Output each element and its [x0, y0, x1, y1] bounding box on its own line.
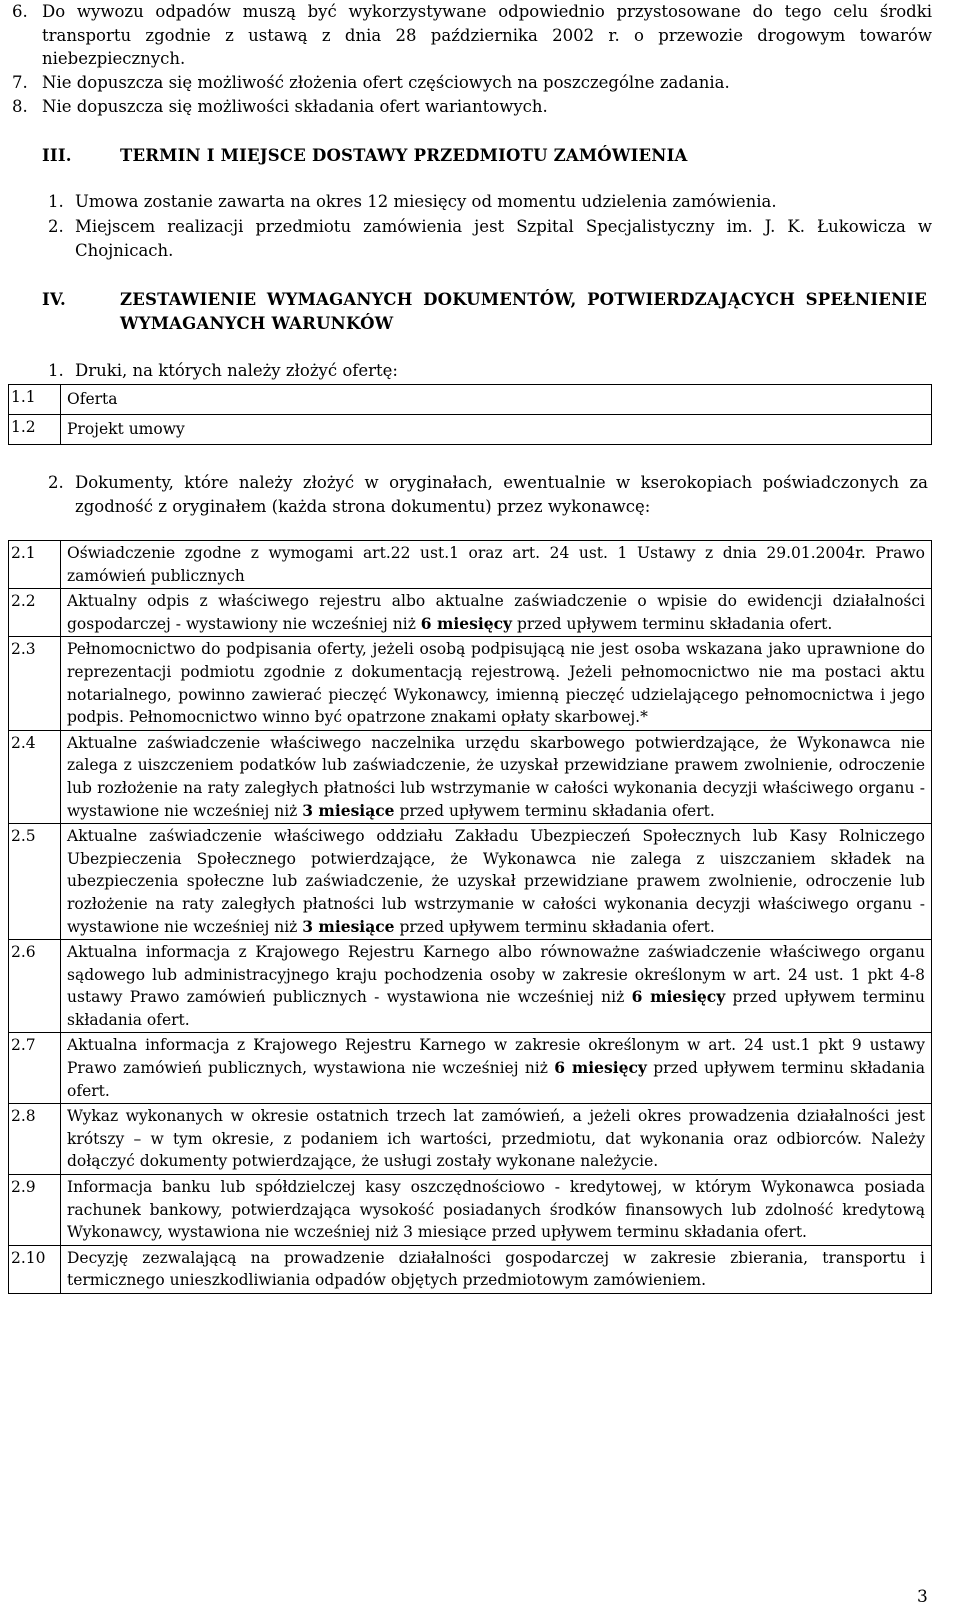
section-title: TERMIN I MIEJSCE DOSTAWY PRZEDMIOTU ZAMÓWIENIA: [120, 146, 688, 165]
row-number: 2.9: [9, 1175, 61, 1246]
text-run: Informacja banku lub spółdzielczej kasy oszczędnościowo - kredytowej, w którym Wykonawca posiada rachunek bankowy, potwierdzająca wysokość posiadanych środków finansowych lub zdolność kredytową Wykonawcy, wystawiona nie wcześniej niż 3 miesiące przed upływem terminu składania ofert.: [67, 1178, 925, 1242]
row-text: [61, 730, 932, 823]
section3-item-1: [48, 190, 932, 214]
intro-item-6: [12, 0, 932, 71]
table-row: [9, 541, 932, 589]
table-row: [9, 1104, 932, 1175]
bold-deadline: 3 miesiące: [302, 800, 395, 820]
text-run: Aktualne zaświadczenie właściwego naczelnika urzędu skarbowego potwierdzające, że Wykonawca nie zalega z uiszczeniem podatków lub zaświadczenie, że uzyskał przewidziane prawem zwolnienie, odroczenie lub rozłożenie na raty zaległych płatności lub wstrzymanie w całości wykonania decyzji właściwego organu - wystawione nie wcześniej niż: [67, 733, 925, 820]
text-run: Pełnomocnictwo do podpisania oferty, jeżeli osobą podpisującą nie jest osoba wskazana jako uprawnione do reprezentacji podmiotu zgodnie z dokumentacją rejestrową. Jeżeli pełnomocnictwo nie ma postaci aktu notarialnego, powinno zawierać pieczęć Wykonawcy, imienną pieczęć udzielającego pełnomocnictwa i jego podpis. Pełnomocnictwo winno być opatrzone znakami opłaty skarbowej.*: [67, 640, 925, 727]
item-number: 1.: [48, 361, 64, 380]
section3-item-2: [48, 215, 932, 262]
item-text: Do wywozu odpadów muszą być wykorzystywane odpowiednio przystosowane do tego celu środki transportu zgodnie z ustawą z dnia 28 października 2002 r. o przewozie drogowym towarów niebezpiecznych.: [42, 2, 932, 68]
bold-deadline: 6 miesięcy: [420, 613, 513, 633]
bold-deadline: 6 miesięcy: [631, 987, 726, 1007]
row-text: [61, 1245, 932, 1293]
table-row: [9, 385, 932, 415]
text-run: przed upływem terminu składania ofert.: [67, 988, 925, 1029]
table-row: [9, 730, 932, 823]
row-number: 2.5: [9, 824, 61, 940]
text-run: przed upływem terminu składania ofert.: [394, 801, 715, 820]
section4-sub-2: [48, 471, 928, 518]
table-row: [9, 1175, 932, 1246]
item-number: 1.: [48, 192, 64, 211]
row-number: 2.2: [9, 589, 61, 637]
section-heading-4: [42, 288, 927, 336]
row-number: 2.6: [9, 940, 61, 1033]
text-run: Aktualny odpis z właściwego rejestru albo aktualne zaświadczenie o wpisie do ewidencji działalności gospodarczej - wystawiony nie wcześniej niż: [67, 592, 925, 633]
item-number: 7.: [12, 73, 28, 92]
row-number: 2.10: [9, 1245, 61, 1293]
section-title: ZESTAWIENIE WYMAGANYCH DOKUMENTÓW, POTWIERDZAJĄCYCH SPEŁNIENIE WYMAGANYCH WARUNKÓW: [120, 290, 927, 333]
row-text: Oferta: [61, 385, 932, 415]
table-row: [9, 1245, 932, 1293]
item-number: 6.: [12, 2, 28, 21]
row-text: Projekt umowy: [61, 415, 932, 445]
bold-deadline: 3 miesiące: [302, 916, 395, 936]
item-text: Dokumenty, które należy złożyć w oryginałach, ewentualnie w kserokopiach poświadczonych za zgodność z oryginałem (każda strona dokumentu) przez wykonawcę:: [75, 473, 928, 516]
text-run: Aktualna informacja z Krajowego Rejestru Karnego w zakresie określonym w art. 24 ust.1 pkt 9 ustawy Prawo zamówień publicznych, wystawiona nie wcześniej niż: [67, 1036, 925, 1078]
table-row: [9, 637, 932, 730]
item-text: Umowa zostanie zawarta na okres 12 miesięcy od momentu udzielenia zamówienia.: [75, 192, 777, 211]
intro-item-7: [12, 71, 932, 95]
item-text: Nie dopuszcza się możliwości składania ofert wariantowych.: [42, 97, 548, 116]
text-run: Decyzję zezwalającą na prowadzenie działalności gospodarczej w zakresie zbierania, transportu i termicznego unieszkodliwiania odpadów objętych przedmiotowym zamówieniem.: [67, 1248, 925, 1290]
forms-table: [8, 384, 932, 445]
row-text: [61, 1104, 932, 1175]
section-number: III.: [42, 146, 72, 165]
row-text: [61, 1033, 932, 1104]
section4-sub-1: [48, 359, 928, 383]
item-number: 2.: [48, 473, 64, 492]
text-run: Wykaz wykonanych w okresie ostatnich trzech lat zamówień, a jeżeli okres prowadzenia działalności jest krótszy – w tym okresie, z podaniem ich wartości, przedmiotu, dat wykonania oraz odbiorców. Należy dołączyć dokumenty potwierdzające, że usługi zostały wykonane należycie.: [67, 1107, 925, 1171]
text-run: przed upływem terminu składania ofert.: [512, 614, 833, 633]
row-number: 2.4: [9, 730, 61, 823]
item-text: Nie dopuszcza się możliwość złożenia ofert częściowych na poszczególne zadania.: [42, 73, 730, 92]
table-row: [9, 1033, 932, 1104]
text-run: przed upływem terminu składania ofert.: [67, 1059, 926, 1100]
row-text: [61, 541, 932, 589]
item-number: 8.: [12, 97, 28, 116]
row-number: 1.1: [9, 385, 61, 415]
row-number: 1.2: [9, 415, 61, 445]
item-text: Druki, na których należy złożyć ofertę:: [75, 361, 398, 380]
row-text: [61, 824, 932, 940]
row-text: [61, 940, 932, 1033]
section-number: IV.: [42, 290, 66, 309]
row-number: 2.8: [9, 1104, 61, 1175]
row-text: [61, 589, 932, 637]
table-row: [9, 589, 932, 637]
text-run: Oświadczenie zgodne z wymogami art.22 ust.1 oraz art. 24 ust. 1 Ustawy z dnia 29.01.2004r. Prawo zamówień publicznych: [67, 544, 925, 585]
text-run: Aktualne zaświadczenie właściwego oddziału Zakładu Ubezpieczeń Społecznych lub Kasy Rolniczego Ubezpieczenia Społecznego potwierdzające, że Wykonawca nie zalega z uiszczaniem składek na ubezpieczenia społeczne lub zaświadczenie, że uzyskał przewidziane prawem zwolnienie, odroczenie lub rozłożenie na raty zaległych płatności lub wstrzymanie w całości wykonania decyzji właściwego organu - wystawione nie wcześniej niż: [67, 827, 925, 936]
row-number: 2.1: [9, 541, 61, 589]
row-text: [61, 637, 932, 730]
row-number: 2.3: [9, 637, 61, 730]
page-number: 3: [917, 1587, 928, 1607]
text-run: przed upływem terminu składania ofert.: [394, 917, 715, 936]
item-text: Miejscem realizacji przedmiotu zamówienia jest Szpital Specjalistyczny im. J. K. Łukowicza w Chojnicach.: [75, 217, 932, 260]
table-row: [9, 940, 932, 1033]
row-text: [61, 1175, 932, 1246]
table-row: [9, 415, 932, 445]
table-row: [9, 824, 932, 940]
text-run: Aktualna informacja z Krajowego Rejestru Karnego albo równoważne zaświadczenie właściwego organu sądowego lub administracyjnego kraju pochodzenia osoby w zakresie określonym w art. 24 ust. 1 pkt 4-8 ustawy Prawo zamówień publicznych - wystawiona nie wcześniej niż: [67, 943, 925, 1007]
bold-deadline: 6 miesięcy: [554, 1058, 647, 1078]
item-number: 2.: [48, 217, 64, 236]
intro-item-8: [12, 95, 932, 119]
row-number: 2.7: [9, 1033, 61, 1104]
documents-table: [8, 540, 932, 1294]
